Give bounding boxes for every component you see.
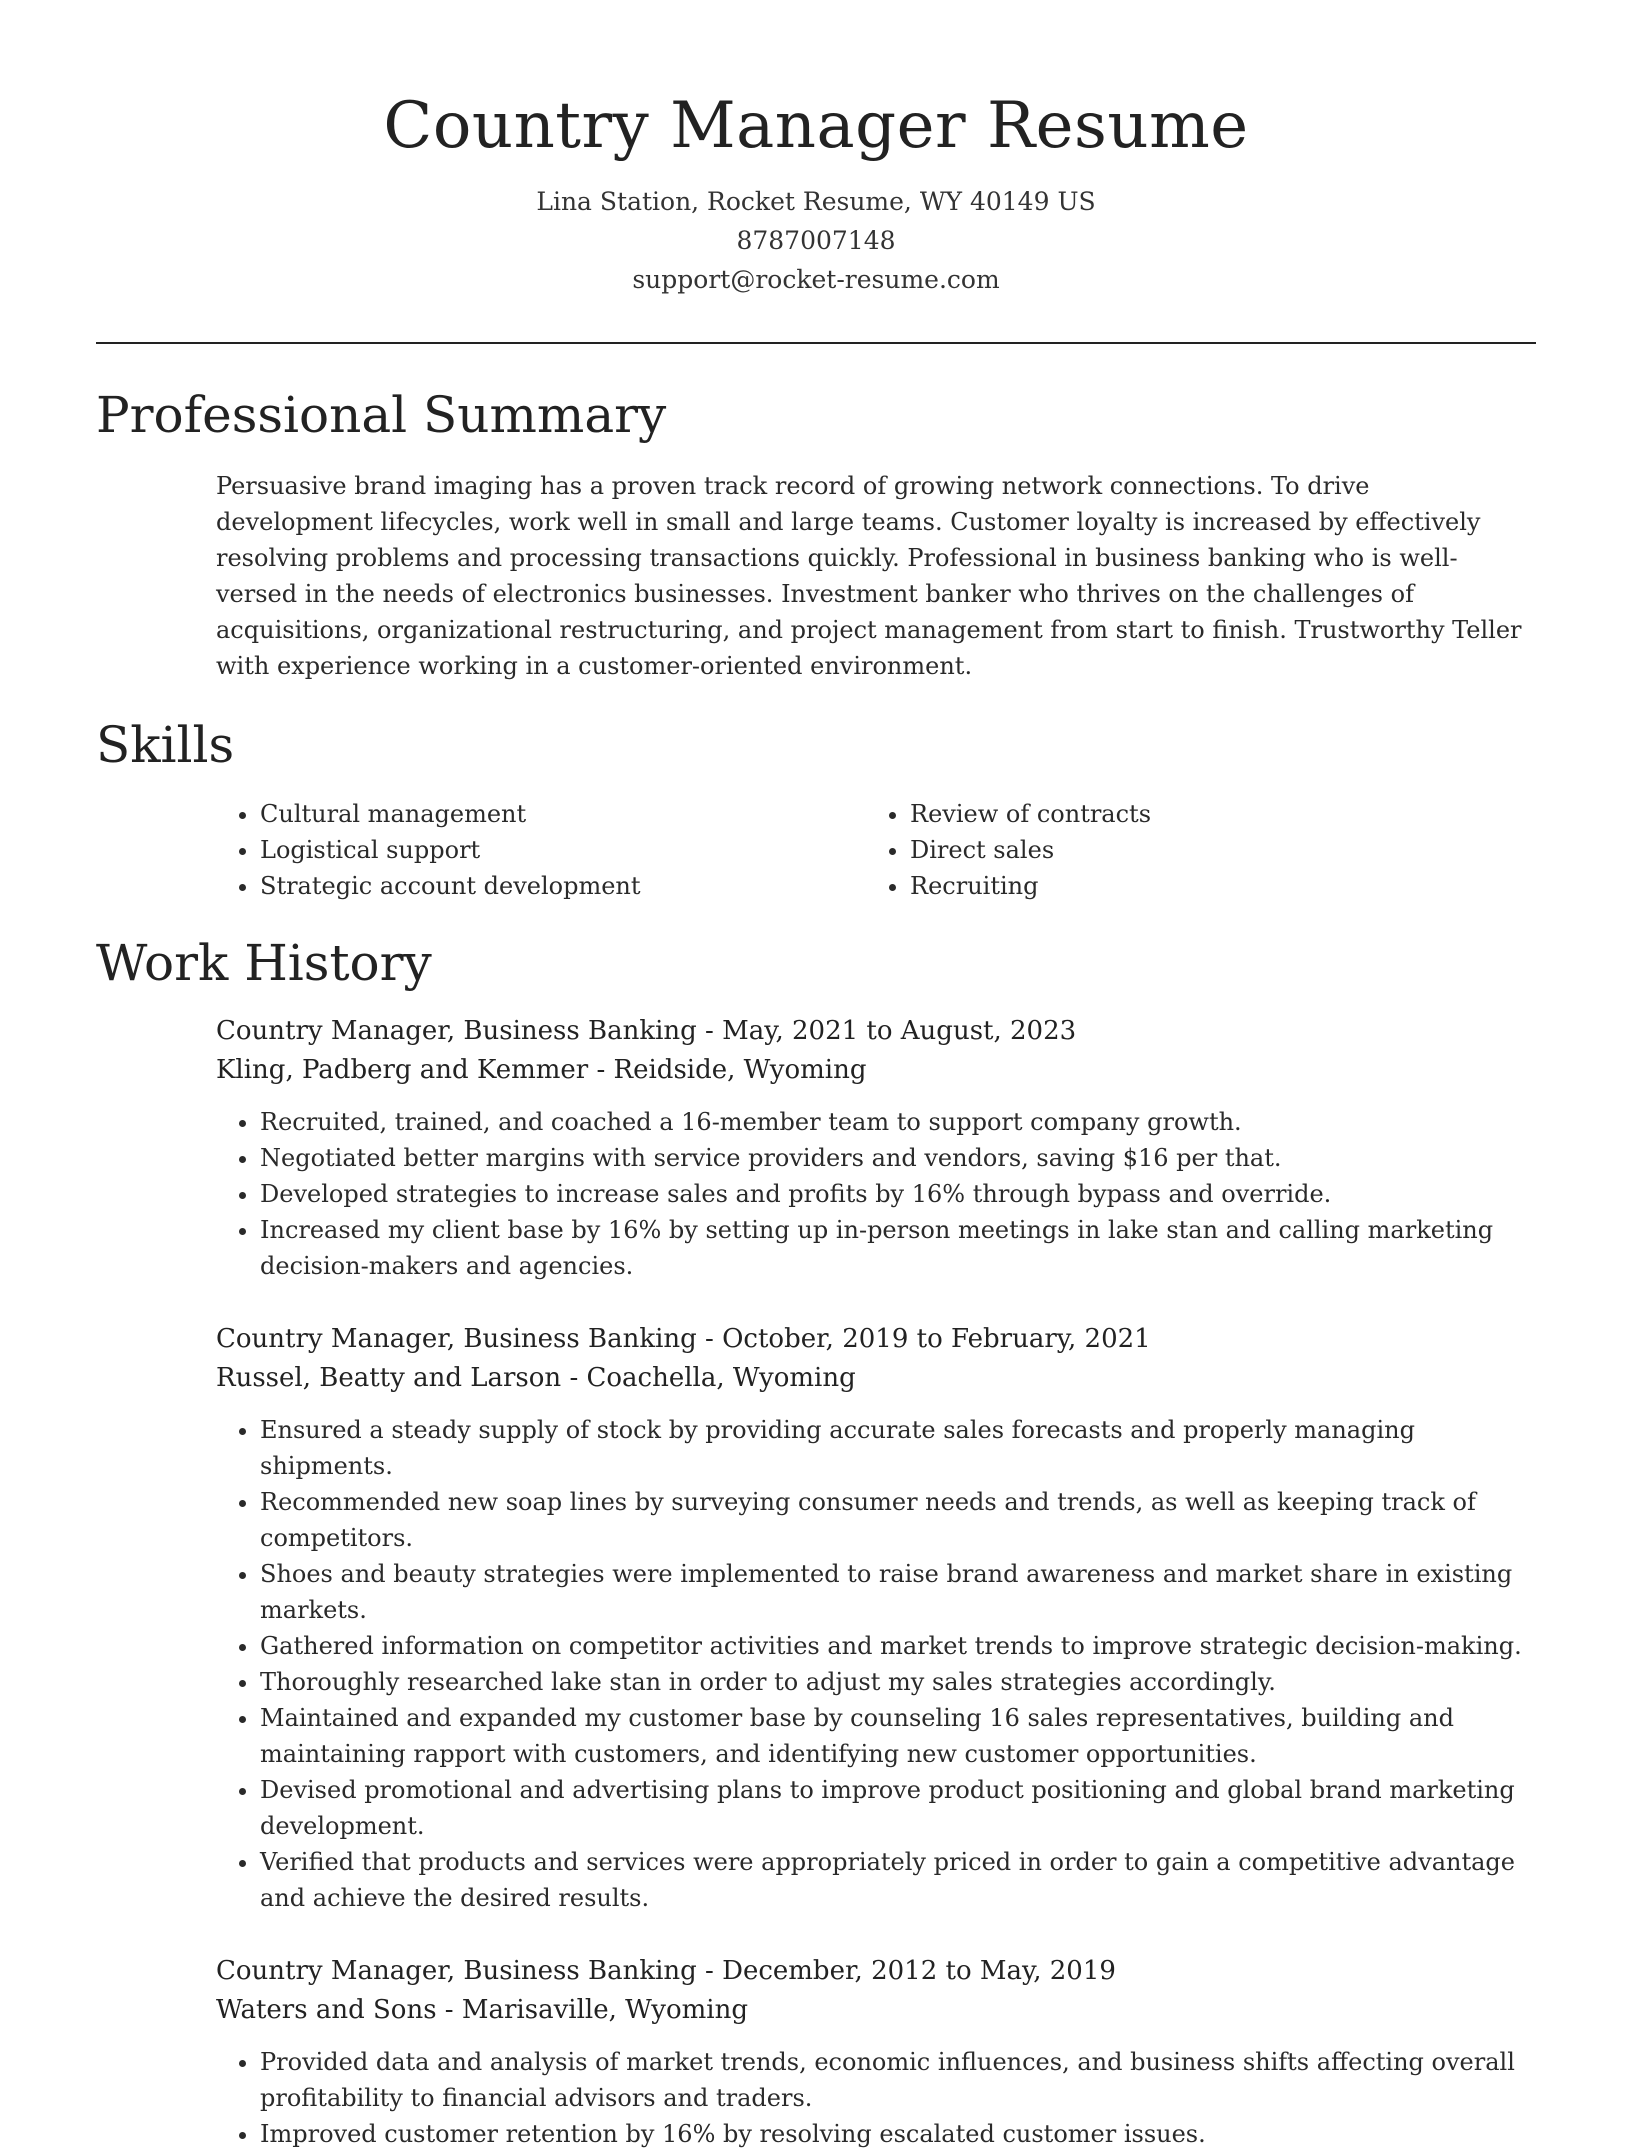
job-dates: - December, 2012 to May, 2019 bbox=[696, 1956, 1116, 1986]
resume-header bbox=[0, 0, 1632, 299]
job-company-line bbox=[216, 1359, 1536, 1398]
resume-body bbox=[96, 380, 1536, 2152]
contact-phone: 8787007148 bbox=[736, 226, 896, 255]
job-role: Country Manager, Business Banking bbox=[216, 1956, 697, 1986]
job-bullet: • Devised promotional and advertising plans to improve product positioning and global brand marketing development. bbox=[260, 1772, 1536, 1844]
job-role: Country Manager, Business Banking bbox=[216, 1016, 697, 1046]
job-entry bbox=[216, 1320, 1536, 1916]
section-title-skills: Skills bbox=[96, 716, 235, 774]
job-bullet: • Recruited, trained, and coached a 16-member team to support company growth. bbox=[260, 1104, 1536, 1140]
job-entry bbox=[216, 1012, 1536, 1284]
contact-block bbox=[0, 182, 1632, 299]
job-company-line bbox=[216, 1051, 1536, 1090]
job-title-line bbox=[216, 1012, 1536, 1051]
contact-address: Lina Station, Rocket Resume, WY 40149 US bbox=[536, 187, 1096, 216]
job-title-line bbox=[216, 1952, 1536, 1991]
job-location: - Marisaville, Wyoming bbox=[436, 1995, 748, 2025]
header-divider bbox=[96, 342, 1536, 344]
job-bullet: • Developed strategies to increase sales and profits by 16% through bypass and override. bbox=[260, 1176, 1536, 1212]
job-bullet: • Provided data and analysis of market trends, economic influences, and business shifts affecting overall profitability to financial advisors and traders. bbox=[260, 2044, 1536, 2116]
job-bullet: • Increased my client base by 16% by setting up in-person meetings in lake stan and calling marketing decision-makers and agencies. bbox=[260, 1212, 1536, 1284]
skills-column-right bbox=[866, 796, 1516, 904]
job-role: Country Manager, Business Banking bbox=[216, 1324, 697, 1354]
job-company: Russel, Beatty and Larson bbox=[216, 1363, 562, 1393]
job-location: - Reidside, Wyoming bbox=[588, 1055, 867, 1085]
skills-grid bbox=[216, 796, 1536, 904]
resume-title: Country Manager Resume bbox=[383, 89, 1249, 163]
skill-item: • Strategic account development bbox=[260, 868, 866, 904]
job-entry bbox=[216, 1952, 1536, 2152]
section-title-summary: Professional Summary bbox=[96, 386, 667, 444]
skill-item: • Direct sales bbox=[910, 832, 1516, 868]
section-title-work-history: Work History bbox=[96, 934, 432, 992]
job-dates: - May, 2021 to August, 2023 bbox=[696, 1016, 1077, 1046]
job-bullet: • Improved customer retention by 16% by resolving escalated customer issues. bbox=[260, 2116, 1536, 2152]
skills-column-left bbox=[216, 796, 866, 904]
job-bullet: • Ensured a steady supply of stock by providing accurate sales forecasts and properly managing shipments. bbox=[260, 1412, 1536, 1484]
contact-email: support@rocket-resume.com bbox=[632, 265, 1000, 294]
job-location: - Coachella, Wyoming bbox=[561, 1363, 856, 1393]
job-bullet: • Maintained and expanded my customer base by counseling 16 sales representatives, building and maintaining rapport with customers, and identifying new customer opportunities. bbox=[260, 1700, 1536, 1772]
skill-item: • Review of contracts bbox=[910, 796, 1516, 832]
job-bullet: • Negotiated better margins with service providers and vendors, saving $16 per that. bbox=[260, 1140, 1536, 1176]
skill-item: • Cultural management bbox=[260, 796, 866, 832]
job-company: Waters and Sons bbox=[216, 1995, 437, 2025]
job-dates: - October, 2019 to February, 2021 bbox=[696, 1324, 1151, 1354]
job-title-line bbox=[216, 1320, 1536, 1359]
job-bullet: • Shoes and beauty strategies were implemented to raise brand awareness and market share in existing markets. bbox=[260, 1556, 1536, 1628]
job-company: Kling, Padberg and Kemmer bbox=[216, 1055, 589, 1085]
job-bullet: • Gathered information on competitor activities and market trends to improve strategic decision-making. bbox=[260, 1628, 1536, 1664]
job-bullet: • Thoroughly researched lake stan in order to adjust my sales strategies accordingly. bbox=[260, 1664, 1536, 1700]
job-company-line bbox=[216, 1991, 1536, 2030]
summary-text: Persuasive brand imaging has a proven track record of growing network connections. To drive development lifecycles, work well in small and large teams. Customer loyalty is increased by effectively resolving problems and processing transactions quickly. Professional in business banking who is well-versed in the needs of electronics businesses. Investment banker who thrives on the challenges of acquisitions, organizational restructuring, and project management from start to finish. Trustworthy Teller with experience working in a customer-oriented environment. bbox=[216, 472, 1522, 680]
skill-item: • Logistical support bbox=[260, 832, 866, 868]
job-bullet: • Recommended new soap lines by surveying consumer needs and trends, as well as keeping track of competitors. bbox=[260, 1484, 1536, 1556]
job-bullet: • Verified that products and services were appropriately priced in order to gain a competitive advantage and achieve the desired results. bbox=[260, 1844, 1536, 1916]
skill-item: • Recruiting bbox=[910, 868, 1516, 904]
